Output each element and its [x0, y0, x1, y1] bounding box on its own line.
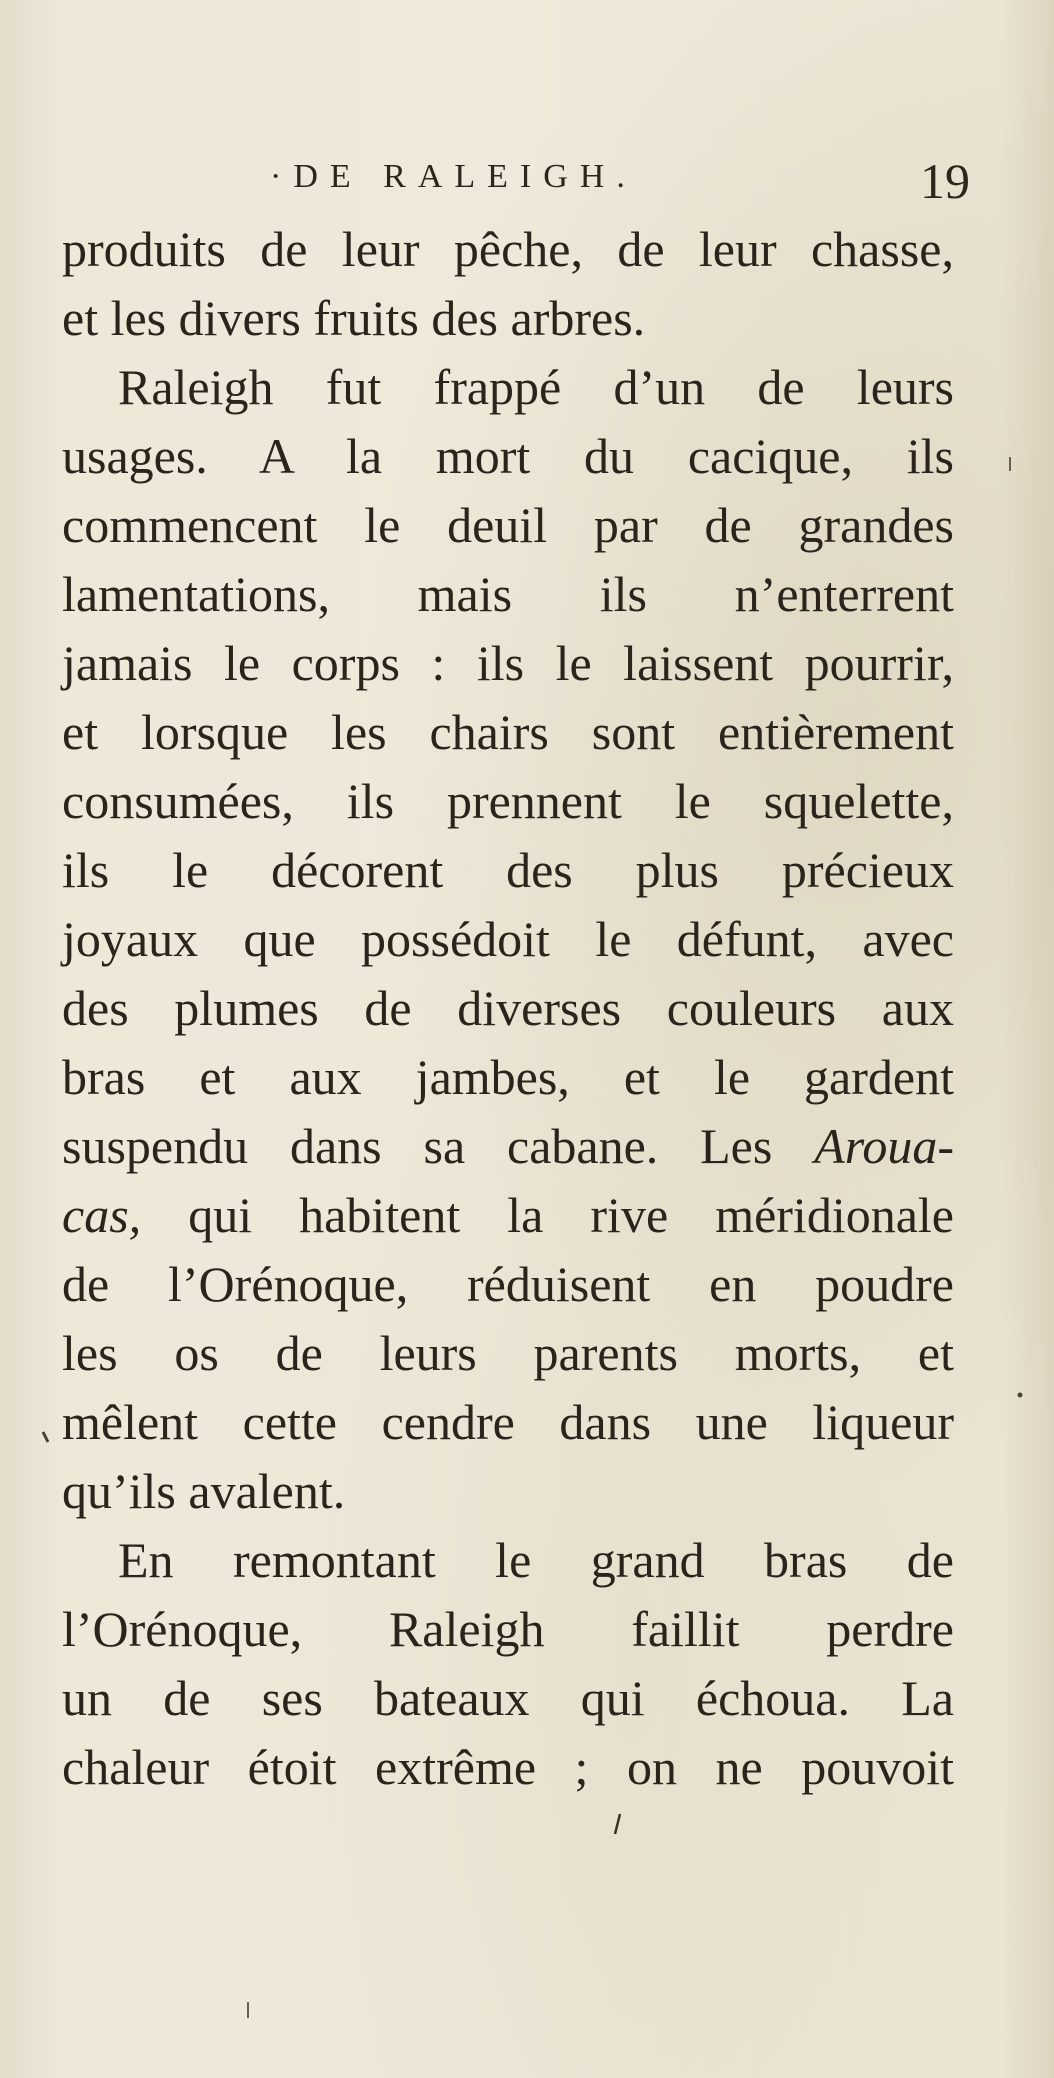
text-line: [62, 1181, 954, 1250]
text-line: [62, 1112, 954, 1181]
running-head: ·DE RALEIGH.: [270, 158, 637, 195]
text-line: En remontant le grand bras de: [118, 1532, 954, 1588]
text-line: mêlent cette cendre dans une liqueur: [62, 1394, 954, 1450]
ink-speck: [244, 2000, 252, 2022]
italic-word: Aroua-: [814, 1118, 954, 1174]
text-segment: qui habitent la rive méridionale: [141, 1187, 954, 1243]
text-line: consumées, ils prennent le squelette,: [62, 773, 954, 829]
ink-speck: [40, 1430, 52, 1446]
text-line: des plumes de diverses couleurs aux: [62, 980, 954, 1036]
text-line: de l’Orénoque, réduisent en poudre: [62, 1256, 954, 1312]
page-number: 19: [920, 153, 970, 209]
text-line: chaleur étoit extrême ; on ne pouvoit: [62, 1739, 954, 1795]
text-line: un de ses bateaux qui échoua. La: [62, 1670, 954, 1726]
text-line: lamentations, mais ils n’enterrent: [62, 566, 954, 622]
ink-speck: [1005, 455, 1015, 475]
text-line: commencent le deuil par de grandes: [62, 497, 954, 553]
text-line: Raleigh fut frappé d’un de leurs: [118, 359, 954, 415]
italic-word: cas,: [62, 1187, 142, 1243]
text-line: joyaux que possédoit le défunt, avec: [62, 911, 954, 967]
ink-speck: [612, 1812, 624, 1838]
text-segment: suspendu dans sa cabane. Les: [62, 1118, 815, 1174]
text-line: qu’ils avalent.: [62, 1463, 346, 1519]
text-line: les os de leurs parents morts, et: [62, 1325, 954, 1381]
text-line: jamais le corps : ils le laissent pourrir,: [62, 635, 954, 691]
text-line: ils le décorent des plus précieux: [62, 842, 954, 898]
body-text: [62, 215, 954, 1802]
text-line: et lorsque les chairs sont entièrement: [62, 704, 954, 760]
text-line: et les divers fruits des arbres.: [62, 290, 646, 346]
page-header: [270, 153, 970, 209]
ink-speck: [1015, 1390, 1025, 1400]
text-line: bras et aux jambes, et le gardent: [62, 1049, 954, 1105]
text-line: l’Orénoque, Raleigh faillit perdre: [62, 1601, 954, 1657]
text-line: produits de leur pêche, de leur chasse,: [62, 221, 954, 277]
text-line: usages. A la mort du cacique, ils: [62, 428, 954, 484]
